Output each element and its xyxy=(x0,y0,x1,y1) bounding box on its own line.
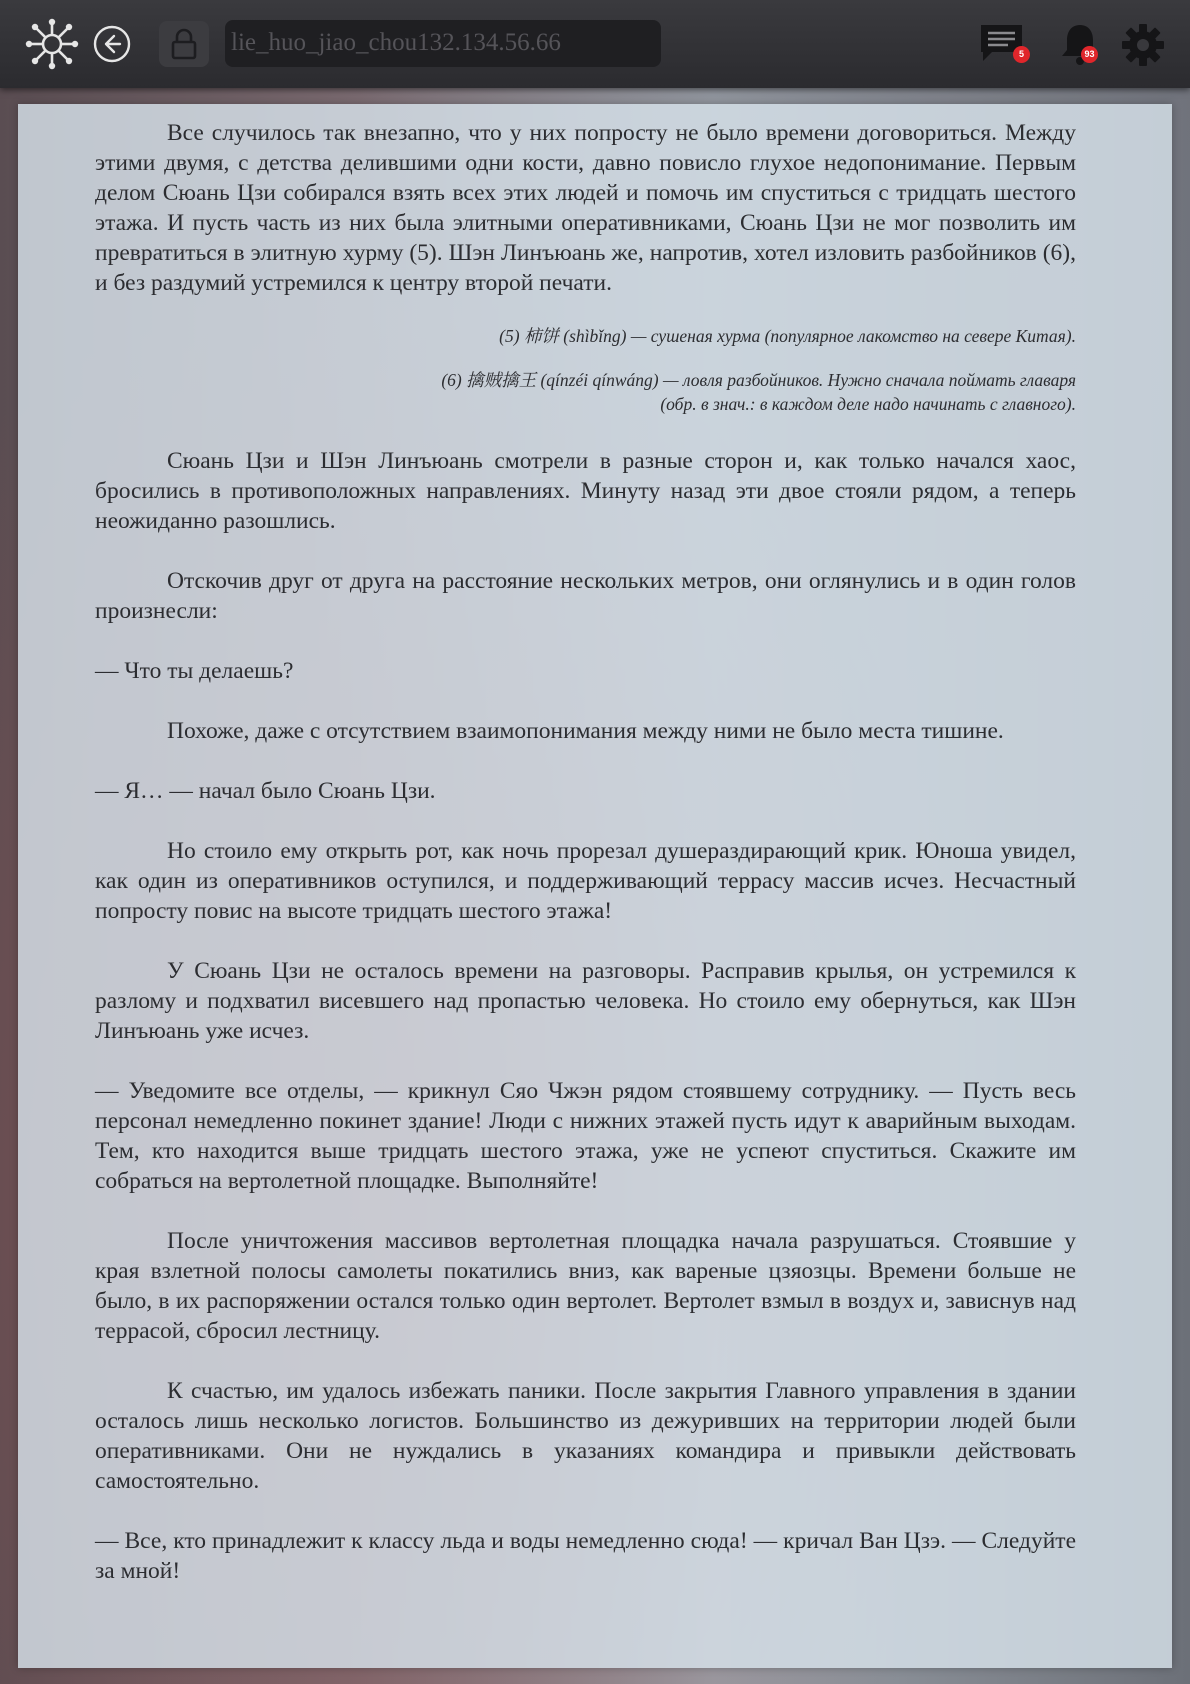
notifications-button[interactable] xyxy=(1056,20,1104,68)
footnote-5: (5) 柿饼 (shìbǐng) — сушеная хурма (популярное лакомство на севере Китая). xyxy=(499,326,1076,346)
dialogue-line: — Уведомите все отделы, — крикнул Сяо Чжэн рядом стоявшему сотруднику. — Пусть весь персонал немедленно покинет здание! Люди с нижних этажей пусть идут к аварийным выходам. Тем, кто находится выше тридцать шестого этажа, уже не успеют спуститься. Скажите им собраться на вертолетной площадке. Выполняйте! xyxy=(95,1078,1076,1194)
paragraph: Отскочив друг от друга на расстояние нескольких метров, они оглянулись и в один голов произнесли: xyxy=(95,568,1076,624)
bell-icon xyxy=(1056,20,1104,68)
gear-icon xyxy=(1120,22,1166,68)
back-button[interactable] xyxy=(92,24,132,64)
chat-badge: 5 xyxy=(1013,46,1030,63)
footnote-6-line-2: (обр. в знач.: в каждом деле надо начинать с главного). xyxy=(660,394,1076,414)
paragraph: К счастью, им удалось избежать паники. После закрытия Главного управления в здании осталось лишь несколько логистов. Большинство из дежуривших на территории людей были оперативниками. Они не нуждались в указаниях командира и привыкли действовать самостоятельно. xyxy=(95,1378,1076,1494)
top-toolbar xyxy=(0,0,1190,88)
footnote-6 xyxy=(95,368,1076,416)
address-field[interactable]: lie_huo_jiao_chou132.134.56.66 xyxy=(225,20,661,67)
paragraph: У Сюань Цзи не осталось времени на разговоры. Расправив крылья, он устремился к разлому и подхватил висевшего над пропастью человека. Но стоило ему обернуться, как Шэн Линъюань уже исчез. xyxy=(95,958,1076,1044)
paragraph: Но стоило ему открыть рот, как ночь прорезал душераздирающий крик. Юноша увидел, как один из оперативников оступился, и поддерживающий террасу массив исчез. Несчастный попросту повис на высоте тридцать шестого этажа! xyxy=(95,838,1076,924)
paragraph: Похоже, даже с отсутствием взаимопонимания между ними не было места тишине. xyxy=(167,718,1004,744)
footnote-6-line-1: (6) 擒贼擒王 (qínzéi qínwáng) — ловля разбойников. Нужно сначала поймать главаря xyxy=(441,370,1076,390)
dialogue-line: — Я… — начал было Сюань Цзи. xyxy=(95,778,436,804)
settings-button[interactable] xyxy=(1118,20,1168,70)
paragraph: После уничтожения массивов вертолетная площадка начала разрушаться. Стоявшие у края взлетной полосы самолеты покатились вниз, как вареные цзяозцы. Времени больше не было, в их распоряжении остался только один вертолет. Вертолет взмыл в воздух и, зависнув над террасой, сбросил лестницу. xyxy=(95,1228,1076,1344)
paragraph: Сюань Цзи и Шэн Линъюань смотрели в разные сторон и, как только начался хаос, бросились в противоположных направлениях. Минуту назад эти двое стояли рядом, а теперь неожиданно разошлись. xyxy=(95,448,1076,534)
network-logo-icon[interactable] xyxy=(24,18,80,70)
back-arrow-icon xyxy=(92,24,132,64)
reader-page xyxy=(18,104,1172,1668)
dialogue-line: — Все, кто принадлежит к классу льда и воды немедленно сюда! — кричал Ван Цзэ. — Следуйте за мной! xyxy=(95,1528,1076,1584)
paragraph: Все случилось так внезапно, что у них попросту не было времени договориться. Между этими двумя, с детства делившими одни кости, давно повисло глухое недопонимание. Первым делом Сюань Цзи собирался взять всех этих людей и помочь им спуститься с тридцать шестого этажа. И пусть часть из них была элитными оперативниками, Сюань Цзи не мог позволить им превратиться в элитную хурму (5). Шэн Линъюань же, напротив, хотел изловить разбойников (6), и без раздумий устремился к центру второй печати. xyxy=(95,120,1076,296)
article-text xyxy=(95,118,1076,1616)
lock-icon xyxy=(168,27,200,61)
notifications-badge: 93 xyxy=(1081,46,1098,63)
lock-button[interactable] xyxy=(159,21,209,67)
dialogue-line: — Что ты делаешь? xyxy=(95,658,294,684)
